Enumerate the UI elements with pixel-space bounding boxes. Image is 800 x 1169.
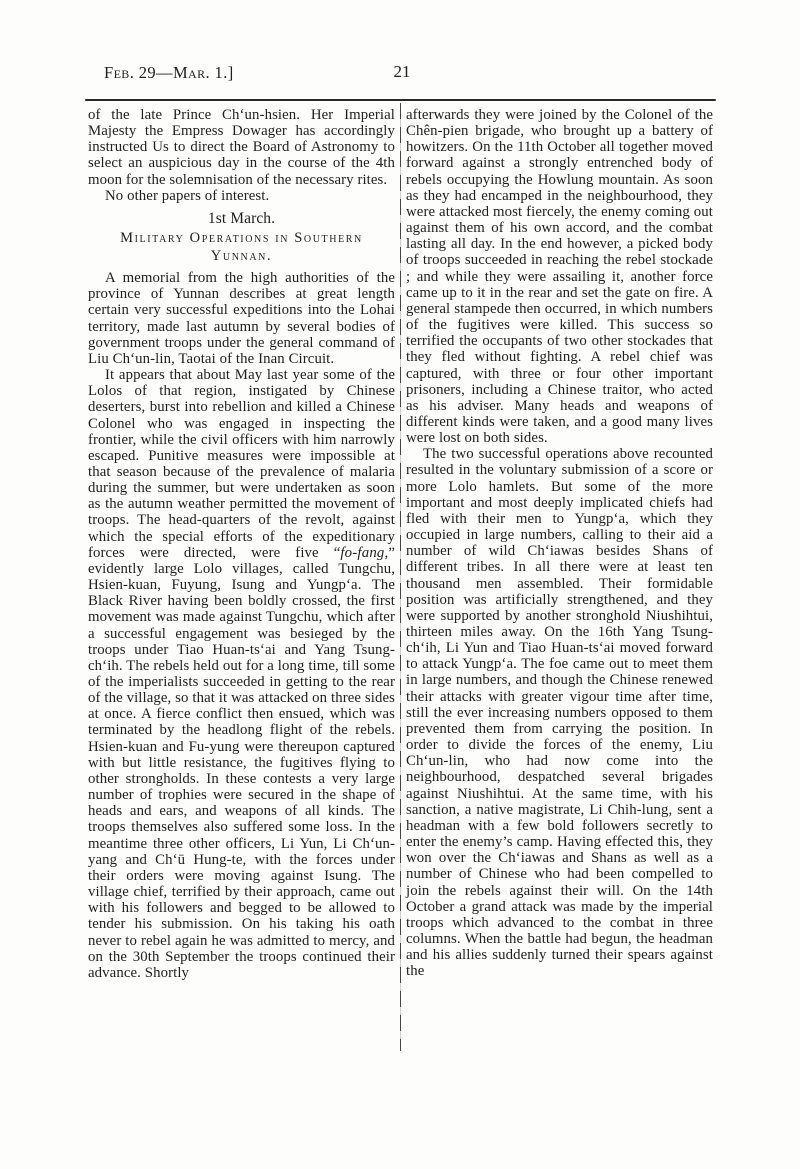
paragraph-two-successful-operations: The two successful operations above recounted resulted in the voluntary submission of a score or more Lolo hamlets. But some of the more important and most deeply implicated chiefs had fled with their men to Yungp‘a, which they occupied in large numbers, calling to their aid a number of wild Ch‘iawas besides Shans of different tribes. In all there were at least ten thousand men assembled. Their formidable position was artificially strengthened, and they were supported by another stronghold Niushihtui, thirteen miles away. On the 16th Yang Tsung-ch‘ih, Li Yun and Tiao Huan-ts‘ai moved forward to attack Yungp‘a. The foe came out to meet them in large numbers, and though the Chinese renewed their attacks with greater vigour time after time, still the ever increasing numbers opposed to them prevented them from carrying the position. In order to divide the forces of the enemy, Liu Ch‘un-lin, who had now come into the neighbourhood, despatched several brigades against Niushihtui. At the same time, with his sanction, a native magistrate, Li Chih-lung, sent a headman with a few bold followers secretly to enter the enemy’s camp. Having effected this, they won over the Ch‘iawas and Shans as well as a number of Chinese who had been compelled to join the rebels against their will. On the 14th October a grand attack was made by the imperial troops which advanced to the combat in three columns. When the battle had begun, the headman and his allies suddenly turned their spears against the (406, 446, 713, 980)
article-title-line-2: Yunnan. (210, 247, 273, 264)
paragraph-no-other-papers: No other papers of interest. (105, 187, 270, 204)
paragraph-continuation-prince-chun-hsien: of the late Prince Ch‘un-hsien. Her Imperial Majesty the Empress Dowager has accordingly instructed Us to direct the Board of Astronomy to select an auspicious day in the course of the 4th moon for the solemnisation of the necessary rites. (88, 107, 395, 188)
left-column (88, 107, 395, 981)
section-date-heading: 1st March. (207, 209, 276, 227)
page-number: 21 (393, 62, 411, 81)
running-head (88, 63, 716, 87)
paragraph-afterwards-joined-colonel: afterwards they were joined by the Colonel of the Chên-pien brigade, who brought up a battery of howitzers. On the 11th October all together moved forward against a strongly entrenched body of rebels occupying the Howlung mountain. As soon as they had encamped in the neighbourhood, they were attacked most fiercely, the enemy coming out against them of his own accord, and the combat lasting all day. In the end however, a picked body of troops succeeded in reaching the rebel stockade ; and while they were assailing it, another force came up to it in the rear and set the gate on fire. A general stampede then occurred, in which numbers of the fugitives were killed. This success so terrified the occupants of two other stockades that they fled without fighting. A rebel chief was captured, with three or four other important prisoners, including a Chinese traitor, who acted as his adviser. Many heads and weapons of different kinds were taken, and a good many lives were lost on both sides. (406, 107, 713, 447)
header-rule (85, 99, 716, 101)
paragraph-it-appears-text-after-italic: ,” evidently large Lolo villages, called Tungchu, Hsien-kuan, Fuyung, Isung and Yungp‘a. The Black River having been boldly crossed, the first movement was made against Tungchu, which after a successful engagement was besieged by the troops under Tiao Huan-ts‘ai and Yang Tsung-ch‘ih. The rebels held out for a long time, till some of the imperialists succeeded in getting to the rear of the village, so that it was attacked on three sides at once. A fierce conflict then ensued, which was terminated by the headlong flight of the rebels. Hsien-kuan and Fu-yung were thereupon captured with but little resistance, the fugitives flying to other strongholds. In these contests a very large number of trophies were secured in the shape of heads and ears, and weapons of all kinds. The troops themselves also suffered some loss. In the meantime three other officers, Li Yun, Li Ch‘un-yang and Ch‘ū Hung-te, with the forces under their orders were moving against Isung. The village chief, terrified by their approach, came out with his followers and begged to be allowed to tender his submission. On his taking his oath never to rebel again he was admitted to mercy, and on the 30th September the troops continued their advance. Shortly (88, 544, 395, 981)
paragraph-memorial: A memorial from the high authorities of the province of Yunnan describes at great length certain very successful expeditions into the Lohai territory, made last autumn by several bodies of government troops under the general command of Liu Ch‘un-lin, Taotai of the Inan Circuit. (88, 270, 395, 367)
right-column (406, 107, 713, 979)
paragraph-it-appears-text-before-italic: It appears that about May last year some of the Lolos of that region, instigated by Chinese deserters, burst into rebellion and killed a Chinese Colonel who was engaged in inspecting the frontier, while the civil officers with him narrowly escaped. Punitive measures were impossible at that season because of the prevalence of malaria during the summer, but were undertaken as soon as the autumn weather permitted the movement of troops. The head-quarters of the revolt, against which the special efforts of the expeditionary forces were directed, were five “ (88, 367, 395, 561)
article-title (88, 230, 395, 265)
article-title-line-1: Military Operations in Southern (120, 230, 363, 247)
paragraph-it-appears (88, 367, 395, 981)
italic-term-fo-fang: fo-fang (340, 544, 385, 561)
column-divider (400, 103, 401, 1051)
issue-dates: Feb. 29—Mar. 1.] (104, 63, 234, 82)
